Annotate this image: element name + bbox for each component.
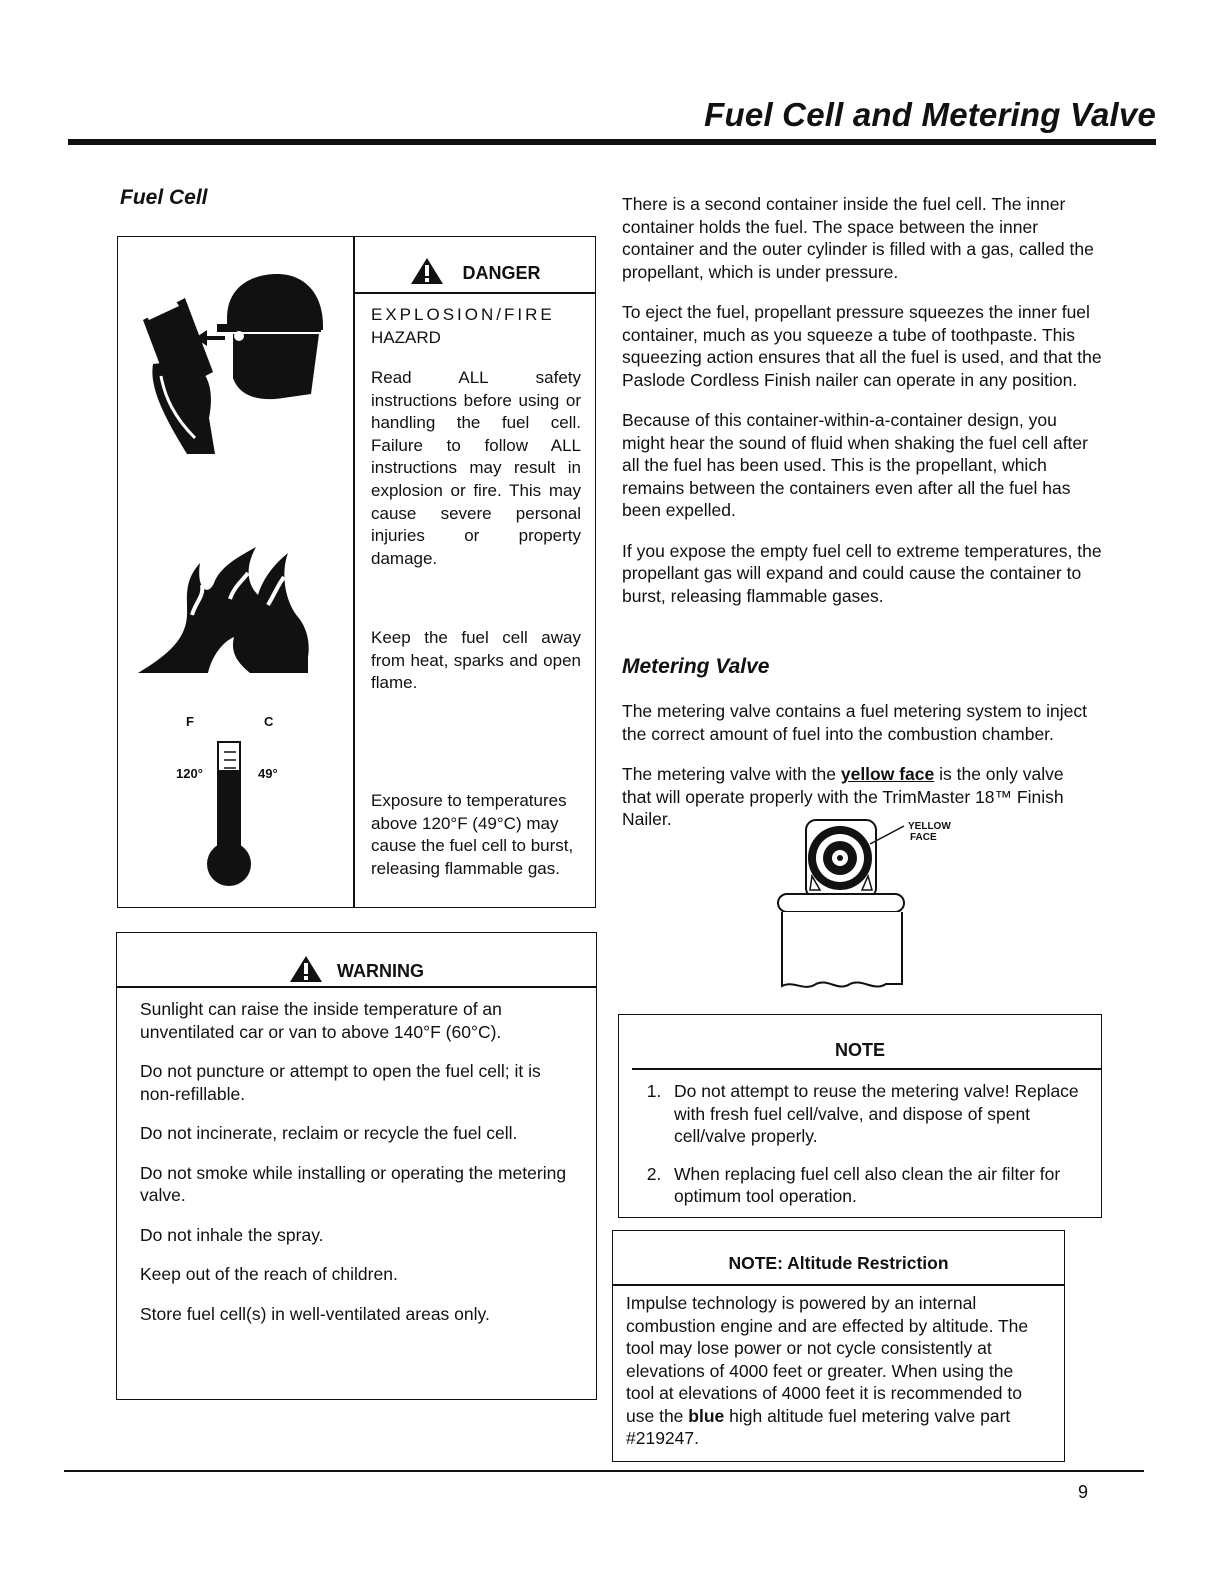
warning-item: Do not puncture or attempt to open the fuel cell; it is non-refillable. [140, 1061, 541, 1104]
altitude-note-header: NOTE: Altitude Restriction [728, 1253, 949, 1273]
paragraph: If you expose the empty fuel cell to extreme temperatures, the propellant gas will expand and could cause the container to burst, releasing flammable gases. [622, 540, 1102, 606]
danger-text-temperature: Exposure to temperatures above 120°F (49°C) may cause the fuel cell to burst, releasing flammable gas. [371, 791, 574, 878]
thermometer-c-label: C [264, 714, 274, 729]
note-item: 1. Do not attempt to reuse the metering valve! Replace with fresh fuel cell/valve, and dispose of spent cell/valve properly. [646, 1081, 1079, 1146]
danger-header [355, 257, 596, 285]
yellow-face-emphasis: yellow face [840, 764, 935, 784]
read-instructions-person-icon [135, 268, 335, 458]
page-title: Fuel Cell and Metering Valve [704, 96, 1156, 133]
danger-label: DANGER [462, 263, 541, 283]
paragraph: The metering valve with the yellow face is the only valve that will operate properly with the TrimMaster 18™ Finish Nailer. [622, 764, 1064, 829]
warning-item: Do not incinerate, reclaim or recycle the fuel cell. [140, 1123, 518, 1143]
flame-icon [138, 545, 313, 675]
paragraph: The metering valve contains a fuel metering system to inject the correct amount of fuel into the combustion chamber. [622, 701, 1087, 744]
thermometer-f-value: 120° [176, 766, 203, 781]
section-heading-metering-valve: Metering Valve [622, 655, 770, 678]
thermometer-c-value: 49° [258, 766, 278, 781]
paragraph: To eject the fuel, propellant pressure squeezes the inner fuel container, much as you squeeze a tube of toothpaste. This squeezing action ensures that all the fuel is used, and that the Paslode Cordless Finish nailer can operate in any position. [622, 302, 1102, 390]
thermometer-f-label: F [186, 714, 194, 729]
title-rule [68, 139, 1156, 145]
yellow-face-label: YELLOW FACE [908, 821, 951, 843]
warning-item: Keep out of the reach of children. [140, 1264, 398, 1284]
paragraph: There is a second container inside the fuel cell. The inner container holds the fuel. The space between the inner container and the outer cylinder is filled with a gas, called the propellant, which is under pressure. [622, 194, 1094, 282]
section-heading-fuel-cell: Fuel Cell [120, 186, 208, 209]
danger-text-instructions: Read ALL safety instructions before using or handling the fuel cell. Failure to follow ALL instructions may result in explosion or fire. This may cause severe personal injuries or property damage. [371, 368, 581, 568]
warning-list [140, 998, 580, 1342]
note-item: 2. When replacing fuel cell also clean the air filter for optimum tool operation. [646, 1163, 1061, 1206]
note-header-rule [632, 1068, 1102, 1070]
thermometer-icon [204, 740, 254, 890]
note-header: NOTE [834, 1040, 885, 1060]
altitude-note-text: Impulse technology is powered by an internal combustion engine and are effected by altitude. The tool may lose power or not cycle consistently at elevations of 4000 feet or greater. When using the tool at elevations of 4000 feet it is recommended to use the blue high altitude fuel metering valve part #219247. [626, 1293, 1029, 1448]
warning-item: Store fuel cell(s) in well-ventilated areas only. [140, 1303, 490, 1324]
warning-triangle-icon [410, 257, 444, 285]
footer-rule [64, 1470, 1144, 1472]
danger-header-rule [355, 292, 596, 294]
altitude-note-header-rule [612, 1284, 1065, 1286]
warning-item: Do not inhale the spray. [140, 1224, 324, 1245]
fuel-cell-description [622, 193, 1104, 625]
hazard-title-line-2: HAZARD [371, 327, 441, 347]
hazard-title-line-1: EXPLOSION/FIRE [371, 305, 555, 324]
warning-header-rule [116, 986, 597, 988]
page-number: 9 [1078, 1482, 1089, 1502]
danger-divider [353, 236, 355, 908]
warning-triangle-icon [289, 955, 323, 983]
blue-emphasis: blue [688, 1405, 725, 1426]
metering-valve-figure [770, 814, 915, 994]
hazard-title [371, 304, 581, 349]
danger-text-heat: Keep the fuel cell away from heat, sparks and open flame. [371, 628, 581, 693]
note-list [634, 1080, 1084, 1223]
paragraph: Because of this container-within-a-container design, you might hear the sound of fluid when shaking the fuel cell after all the fuel has been used. This is the propellant, which remains between the containers even after all the fuel has been expelled. [622, 410, 1088, 520]
warning-header [116, 955, 597, 983]
warning-item: Do not smoke while installing or operating the metering valve. [140, 1162, 567, 1205]
warning-item: Sunlight can raise the inside temperature of an unventilated car or van to above 140°F (60°C). [140, 999, 502, 1042]
warning-label: WARNING [337, 961, 424, 981]
